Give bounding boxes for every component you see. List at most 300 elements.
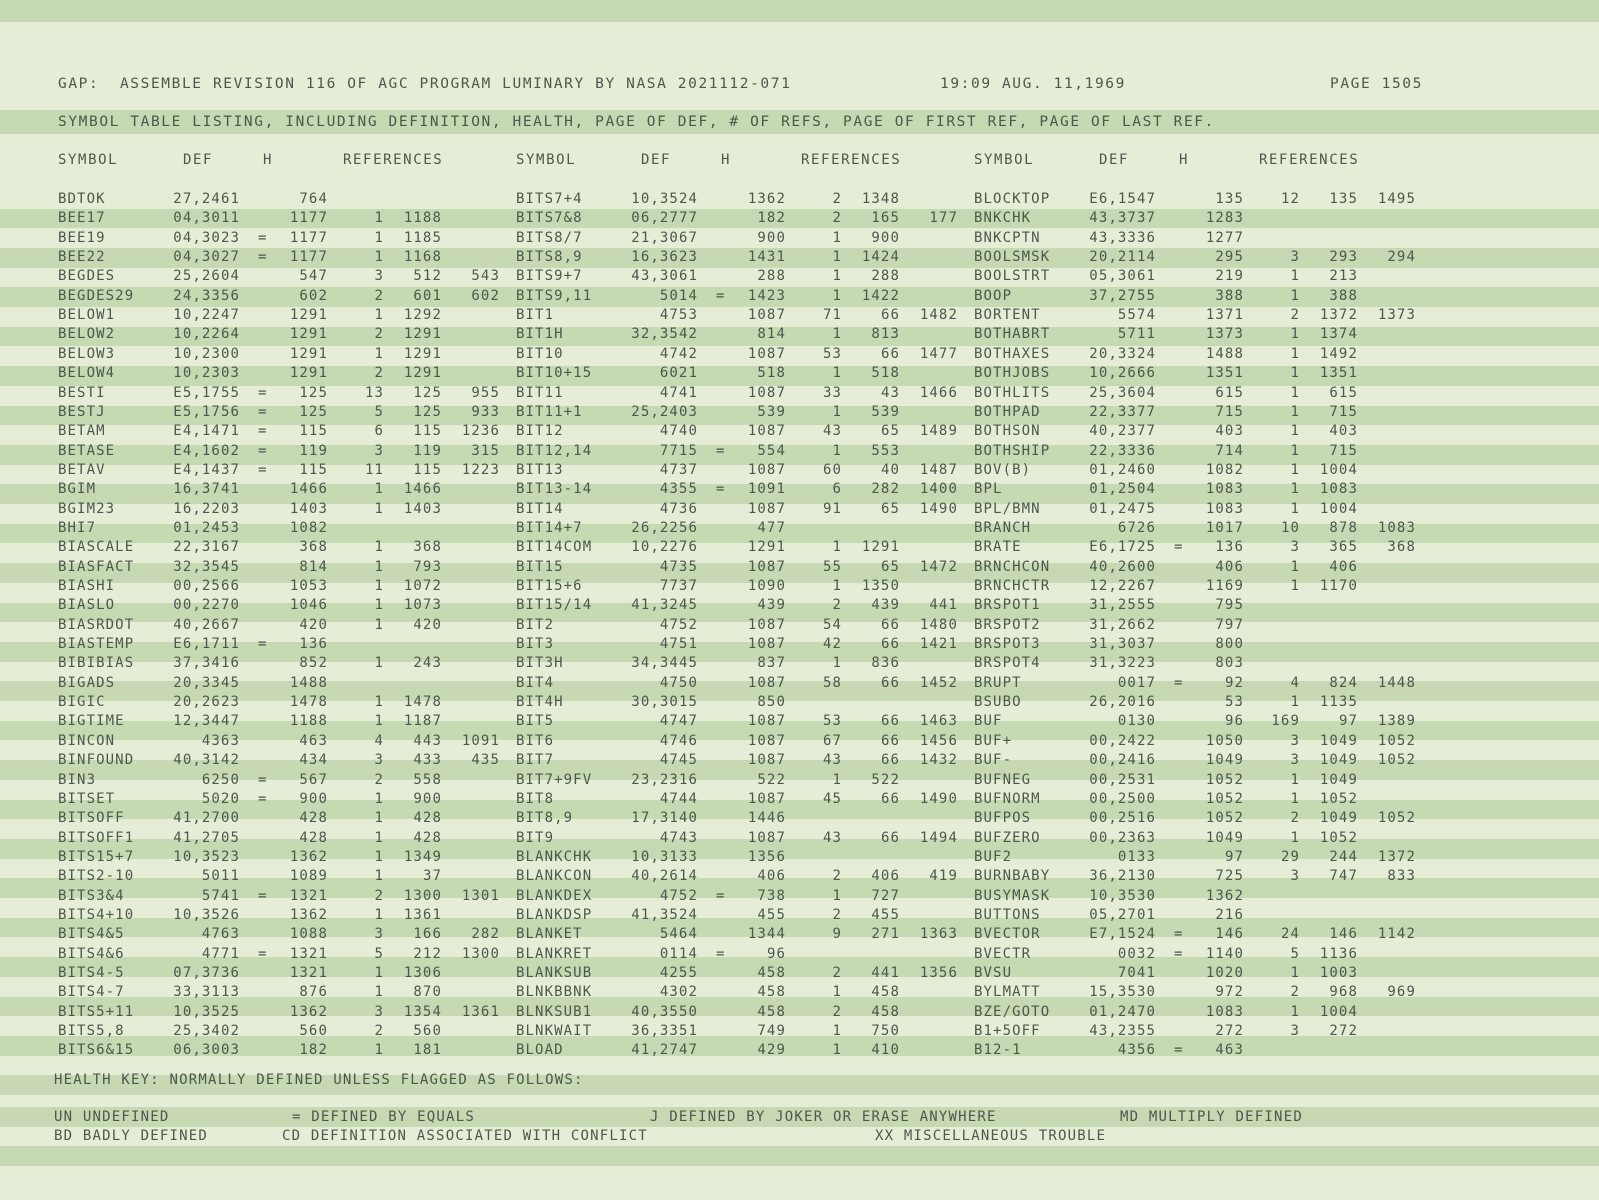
cell-nrefs: 2 <box>374 771 384 788</box>
cell-last <box>904 1041 958 1061</box>
cell-first <box>844 945 900 965</box>
cell-nrefs: 1 <box>374 307 384 324</box>
cell-def: 5011 <box>201 868 240 885</box>
cell-nrefs: 45 <box>822 790 842 807</box>
cell-symbol: BITS9+7 <box>516 268 583 285</box>
cell-def: 00,2516 <box>1089 810 1156 827</box>
cell-page: 429 <box>757 1042 786 1059</box>
cell-first: 441 <box>871 965 900 981</box>
cell-last <box>904 945 958 965</box>
cell-last <box>446 983 500 1003</box>
cell-nrefs: 1 <box>374 345 384 362</box>
cell-symbol: BLANKET <box>516 926 583 943</box>
cell-def: 41,2705 <box>173 829 240 846</box>
cell-page: 1321 <box>289 887 328 904</box>
cell-def: 10,2303 <box>173 365 240 382</box>
cell-def: 4740 <box>659 423 698 440</box>
cell-last <box>904 983 958 1003</box>
cell-page: 92 <box>1224 674 1244 691</box>
cell-nrefs: 53 <box>822 345 842 362</box>
cell-page: 1291 <box>289 365 328 382</box>
cell-last <box>904 248 958 268</box>
cell-symbol: BIT11+1 <box>516 403 583 420</box>
cell-first: 558 <box>413 771 442 788</box>
cell-first: 66 <box>880 752 900 769</box>
cell-flag: = <box>716 887 726 904</box>
cell-nrefs: 10 <box>1280 519 1300 536</box>
cell-first: 1291 <box>403 345 442 362</box>
cell-def: 6021 <box>659 365 698 382</box>
cell-symbol: BRSPOT3 <box>974 636 1041 653</box>
cell-def: 06,3003 <box>173 1042 240 1059</box>
cell-nrefs: 24 <box>1280 926 1300 943</box>
cell-def: 40,2667 <box>173 616 240 633</box>
cell-page: 1087 <box>747 558 786 575</box>
cell-symbol: BNKCHK <box>974 210 1032 227</box>
cell-page: 814 <box>757 326 786 343</box>
cell-page: 972 <box>1215 984 1244 1001</box>
cell-def: 4742 <box>659 345 698 362</box>
cell-last: 833 <box>1387 868 1416 885</box>
cell-last <box>904 1022 958 1042</box>
cell-nrefs: 1 <box>374 539 384 556</box>
cell-def: 37,2755 <box>1089 287 1156 304</box>
cell-flag: = <box>1174 945 1184 962</box>
cell-page: 477 <box>757 519 786 536</box>
key-cd: CD DEFINITION ASSOCIATED WITH CONFLICT <box>282 1128 648 1144</box>
cell-def: 4745 <box>659 752 698 769</box>
cell-page: 1283 <box>1205 210 1244 227</box>
cell-last: 1487 <box>919 461 958 478</box>
cell-def: 12,3447 <box>173 713 240 730</box>
cell-symbol: BRSPOT4 <box>974 655 1041 672</box>
cell-symbol: BUFNORM <box>974 790 1041 807</box>
cell-page: 547 <box>299 268 328 285</box>
cell-page: 1049 <box>1205 829 1244 846</box>
cell-first: 66 <box>880 713 900 730</box>
cell-page: 738 <box>757 887 786 904</box>
cell-last: 1489 <box>919 423 958 440</box>
cell-nrefs: 1 <box>374 868 384 885</box>
cell-first <box>844 848 900 868</box>
cell-flag: = <box>258 249 268 266</box>
cell-symbol: BRATE <box>974 539 1022 556</box>
cell-first: 512 <box>413 268 442 285</box>
cell-def: 10,2300 <box>173 345 240 362</box>
cell-symbol: BIT3H <box>516 655 564 672</box>
cell-page: 1362 <box>289 848 328 865</box>
cell-last <box>904 577 958 597</box>
cell-def: E6,1711 <box>173 636 240 653</box>
cell-nrefs: 1 <box>832 268 842 285</box>
cell-symbol: BUSYMASK <box>974 887 1051 904</box>
cell-symbol: BESTJ <box>58 403 106 420</box>
cell-first <box>386 674 442 694</box>
cell-def: 4356 <box>1117 1042 1156 1059</box>
cell-def: 01,2475 <box>1089 500 1156 517</box>
cell-nrefs: 2 <box>374 887 384 904</box>
cell-first: 43 <box>880 384 900 401</box>
cell-first: 1361 <box>403 906 442 923</box>
cell-last <box>446 848 500 868</box>
cell-nrefs: 4 <box>374 732 384 749</box>
cell-nrefs: 55 <box>822 558 842 575</box>
column-header-symbol: SYMBOL <box>516 152 577 168</box>
cell-def: 0114 <box>659 945 698 962</box>
cell-flag: = <box>258 403 268 420</box>
cell-first: 428 <box>413 829 442 846</box>
cell-nrefs <box>1266 596 1300 616</box>
cell-page: 1082 <box>289 519 328 536</box>
cell-first: 388 <box>1329 287 1358 304</box>
cell-page: 1321 <box>289 965 328 981</box>
cell-symbol: BLANKDSP <box>516 906 593 923</box>
cell-page: 458 <box>757 1003 786 1020</box>
cell-first: 1072 <box>403 578 442 594</box>
cell-last <box>904 403 958 423</box>
column-header-def: DEF <box>183 152 214 168</box>
cell-nrefs: 2 <box>832 868 842 885</box>
cell-first: 1052 <box>1319 829 1358 846</box>
cell-def: 20,3345 <box>173 674 240 691</box>
cell-def: 5464 <box>659 926 698 943</box>
cell-first: 870 <box>413 984 442 1001</box>
cell-first: 824 <box>1329 674 1358 691</box>
cell-first: 165 <box>871 210 900 227</box>
column-header-h: H <box>1179 152 1190 168</box>
cell-first <box>1302 1041 1358 1061</box>
cell-last <box>446 693 500 713</box>
cell-def: 4747 <box>659 713 698 730</box>
cell-page: 1087 <box>747 732 786 749</box>
cell-def: 40,3550 <box>631 1003 698 1020</box>
cell-nrefs <box>1266 635 1300 655</box>
cell-nrefs: 1 <box>374 810 384 827</box>
cell-nrefs: 13 <box>364 384 384 401</box>
cell-last: 315 <box>471 442 500 459</box>
cell-page: 1362 <box>1205 887 1244 904</box>
cell-nrefs: 1 <box>1290 461 1300 478</box>
cell-symbol: BIT9 <box>516 829 555 846</box>
cell-symbol: BVECTOR <box>974 926 1041 943</box>
cell-last <box>446 364 500 384</box>
cell-first: 1170 <box>1319 578 1358 594</box>
cell-first: 1136 <box>1319 945 1358 962</box>
cell-nrefs: 1 <box>1290 694 1300 711</box>
cell-page: 764 <box>299 191 328 207</box>
cell-def: 40,3142 <box>173 752 240 769</box>
cell-first: 40 <box>880 461 900 478</box>
cell-symbol: BIT4H <box>516 694 564 711</box>
cell-def: E4,1602 <box>173 442 240 459</box>
cell-def: 5014 <box>659 287 698 304</box>
cell-def: 15,3530 <box>1089 984 1156 1001</box>
cell-page: 1087 <box>747 829 786 846</box>
cell-def: 0017 <box>1117 674 1156 691</box>
cell-nrefs: 53 <box>822 713 842 730</box>
cell-first <box>1302 596 1358 616</box>
cell-page: 1050 <box>1205 732 1244 749</box>
cell-symbol: BOTHABRT <box>974 326 1051 343</box>
cell-page: 136 <box>1215 539 1244 556</box>
cell-page: 800 <box>1215 636 1244 653</box>
cell-first: 135 <box>1329 191 1358 207</box>
cell-def: 01,2460 <box>1089 461 1156 478</box>
cell-def: 4744 <box>659 790 698 807</box>
cell-symbol: BITS8,9 <box>516 249 583 266</box>
cell-first: 1004 <box>1319 461 1358 478</box>
cell-last <box>1362 577 1416 597</box>
cell-symbol: BRSPOT2 <box>974 616 1041 633</box>
column-header-symbol: SYMBOL <box>58 152 119 168</box>
cell-symbol: BOTHAXES <box>974 345 1051 362</box>
cell-symbol: BLANKSUB <box>516 965 593 981</box>
cell-def: 24,3356 <box>173 287 240 304</box>
cell-page: 406 <box>1215 558 1244 575</box>
cell-last <box>1362 422 1416 442</box>
cell-nrefs: 2 <box>374 1023 384 1040</box>
cell-symbol: BUF2 <box>974 848 1013 865</box>
cell-symbol: BNKCPTN <box>974 229 1041 246</box>
cell-nrefs: 2 <box>374 365 384 382</box>
cell-page: 1089 <box>289 868 328 885</box>
cell-nrefs: 1 <box>1290 268 1300 285</box>
cell-page: 219 <box>1215 268 1244 285</box>
cell-first: 455 <box>871 906 900 923</box>
cell-nrefs <box>808 809 842 829</box>
cell-symbol: BIASTEMP <box>58 636 135 653</box>
cell-symbol: BITS4+10 <box>58 906 135 923</box>
cell-flag: = <box>716 481 726 498</box>
cell-first: 66 <box>880 829 900 846</box>
cell-last: 1477 <box>919 345 958 362</box>
cell-last <box>1362 616 1416 636</box>
cell-first: 181 <box>413 1042 442 1059</box>
cell-last <box>446 345 500 365</box>
cell-first: 539 <box>871 403 900 420</box>
cell-symbol: BPL/BMN <box>974 500 1041 517</box>
cell-page: 53 <box>1224 694 1244 711</box>
cell-first: 293 <box>1329 249 1358 266</box>
cell-symbol: BIT6 <box>516 732 555 749</box>
column-header-symbol: SYMBOL <box>974 152 1035 168</box>
cell-def: 5711 <box>1117 326 1156 343</box>
cell-page: 1087 <box>747 752 786 769</box>
cell-first: 403 <box>1329 423 1358 440</box>
cell-first: 125 <box>413 384 442 401</box>
cell-symbol: BUFZERO <box>974 829 1041 846</box>
cell-def: 00,2363 <box>1089 829 1156 846</box>
cell-nrefs: 4 <box>1290 674 1300 691</box>
cell-symbol: BLANKRET <box>516 945 593 962</box>
cell-def: 4751 <box>659 636 698 653</box>
cell-page: 1362 <box>747 191 786 207</box>
cell-page: 388 <box>1215 287 1244 304</box>
cell-def: 30,3015 <box>631 694 698 711</box>
cell-symbol: BETAV <box>58 461 106 478</box>
cell-first: 1291 <box>861 539 900 556</box>
cell-symbol: BRNCHCON <box>974 558 1051 575</box>
cell-first <box>1302 616 1358 636</box>
cell-symbol: BIT14COM <box>516 539 593 556</box>
cell-first <box>386 519 442 539</box>
cell-last <box>1362 345 1416 365</box>
cell-nrefs: 5 <box>1290 945 1300 962</box>
cell-last <box>1362 209 1416 229</box>
cell-page: 1052 <box>1205 771 1244 788</box>
cell-nrefs <box>350 674 384 694</box>
cell-last: 1448 <box>1377 674 1416 691</box>
cell-last: 1472 <box>919 558 958 575</box>
cell-page: 1017 <box>1205 519 1244 536</box>
cell-last: 1490 <box>919 790 958 807</box>
cell-nrefs: 1 <box>832 771 842 788</box>
cell-first: 66 <box>880 790 900 807</box>
cell-flag: = <box>716 945 726 962</box>
cell-def: E7,1524 <box>1089 926 1156 943</box>
cell-symbol: BLOAD <box>516 1042 564 1059</box>
cell-def: 22,3167 <box>173 539 240 556</box>
cell-def: 4763 <box>201 926 240 943</box>
cell-nrefs: 3 <box>1290 1023 1300 1040</box>
cell-page: 146 <box>1215 926 1244 943</box>
cell-first: 406 <box>871 868 900 885</box>
cell-nrefs <box>1266 209 1300 229</box>
cell-def: 32,3542 <box>631 326 698 343</box>
cell-page: 1362 <box>289 906 328 923</box>
cell-page: 1177 <box>289 229 328 246</box>
cell-page: 403 <box>1215 423 1244 440</box>
cell-last <box>446 829 500 849</box>
cell-last <box>904 654 958 674</box>
cell-nrefs <box>1266 229 1300 249</box>
cell-first: 1351 <box>1319 365 1358 382</box>
cell-page: 1344 <box>747 926 786 943</box>
cell-symbol: BIGTIME <box>58 713 125 730</box>
cell-last <box>446 190 500 210</box>
cell-nrefs: 3 <box>374 442 384 459</box>
cell-def: 12,2267 <box>1089 578 1156 594</box>
cell-nrefs <box>1266 616 1300 636</box>
cell-last <box>904 809 958 829</box>
cell-first: 1135 <box>1319 694 1358 711</box>
cell-first: 1049 <box>1319 752 1358 769</box>
cell-last <box>1362 771 1416 791</box>
header-title: GAP: ASSEMBLE REVISION 116 OF AGC PROGRAM LUMINARY BY NASA 2021112-071 <box>58 76 792 92</box>
cell-last <box>904 693 958 713</box>
cell-nrefs: 2 <box>1290 810 1300 827</box>
cell-flag: = <box>258 461 268 478</box>
cell-flag: = <box>258 636 268 653</box>
cell-symbol: BLNKBBNK <box>516 984 593 1001</box>
cell-last <box>1362 461 1416 481</box>
cell-nrefs: 6 <box>832 481 842 498</box>
cell-last: 294 <box>1387 249 1416 266</box>
cell-symbol: BSUBO <box>974 694 1022 711</box>
cell-first: 900 <box>871 229 900 246</box>
cell-first: 66 <box>880 636 900 653</box>
cell-last: 368 <box>1387 539 1416 556</box>
cell-def: 4746 <box>659 732 698 749</box>
cell-last <box>904 190 958 210</box>
cell-last <box>446 480 500 500</box>
cell-symbol: BEE22 <box>58 249 106 266</box>
cell-symbol: BOTHPAD <box>974 403 1041 420</box>
cell-page: 1488 <box>1205 345 1244 362</box>
cell-nrefs: 1 <box>374 965 384 981</box>
cell-page: 1423 <box>747 287 786 304</box>
cell-def: 4752 <box>659 887 698 904</box>
cell-page: 615 <box>1215 384 1244 401</box>
cell-def: 4302 <box>659 984 698 1001</box>
cell-page: 1087 <box>747 345 786 362</box>
cell-symbol: BDTOK <box>58 191 106 207</box>
cell-first: 458 <box>871 1003 900 1020</box>
cell-symbol: BUF+ <box>974 732 1013 749</box>
cell-flag: = <box>716 442 726 459</box>
cell-page: 1087 <box>747 500 786 517</box>
cell-last <box>446 538 500 558</box>
cell-symbol: BPL <box>974 481 1003 498</box>
cell-last <box>446 229 500 249</box>
cell-flag: = <box>1174 674 1184 691</box>
cell-page: 900 <box>757 229 786 246</box>
cell-symbol: BIT7 <box>516 752 555 769</box>
cell-nrefs: 5 <box>374 945 384 962</box>
cell-last <box>1362 790 1416 810</box>
cell-last: 1463 <box>919 713 958 730</box>
cell-page: 1362 <box>289 1003 328 1020</box>
cell-def: 7715 <box>659 442 698 459</box>
cell-first <box>1302 887 1358 907</box>
cell-def: 37,3416 <box>173 655 240 672</box>
cell-nrefs: 3 <box>1290 249 1300 266</box>
cell-symbol: BGIM <box>58 481 97 498</box>
cell-nrefs <box>1266 887 1300 907</box>
cell-symbol: BIT1H <box>516 326 564 343</box>
cell-flag: = <box>1174 1042 1184 1059</box>
cell-nrefs: 12 <box>1280 191 1300 207</box>
cell-first: 1292 <box>403 307 442 324</box>
cell-last <box>1362 480 1416 500</box>
cell-last: 1466 <box>919 384 958 401</box>
cell-first: 66 <box>880 616 900 633</box>
cell-first: 65 <box>880 500 900 517</box>
cell-last <box>1362 635 1416 655</box>
cell-def: 41,3245 <box>631 597 698 614</box>
cell-nrefs: 1 <box>1290 287 1300 304</box>
cell-nrefs: 1 <box>1290 481 1300 498</box>
cell-symbol: BOOP <box>974 287 1013 304</box>
cell-page: 1403 <box>289 500 328 517</box>
cell-last <box>904 442 958 462</box>
cell-first: 365 <box>1329 539 1358 556</box>
cell-nrefs <box>808 519 842 539</box>
cell-last: 1363 <box>919 926 958 943</box>
cell-last <box>1362 829 1416 849</box>
cell-last <box>1362 887 1416 907</box>
cell-nrefs: 1 <box>1290 442 1300 459</box>
cell-last <box>446 654 500 674</box>
cell-last <box>1362 442 1416 462</box>
cell-nrefs: 1 <box>1290 578 1300 594</box>
cell-first: 115 <box>413 461 442 478</box>
cell-symbol: BORTENT <box>974 307 1041 324</box>
cell-last: 1083 <box>1377 519 1416 536</box>
cell-first: 66 <box>880 307 900 324</box>
cell-page: 1053 <box>289 578 328 594</box>
cell-def: 26,2256 <box>631 519 698 536</box>
